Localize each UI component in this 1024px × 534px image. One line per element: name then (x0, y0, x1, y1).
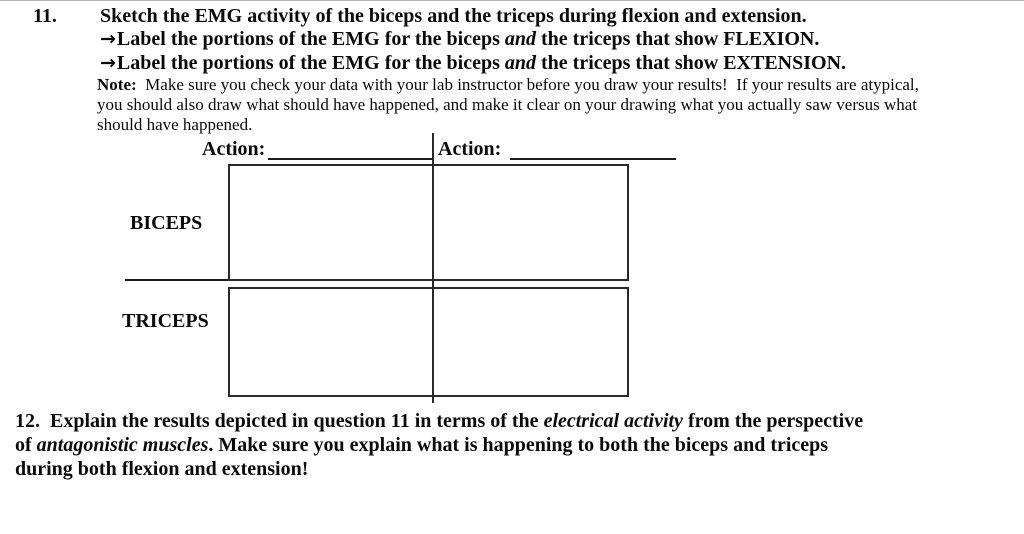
triceps-label: TRICEPS (122, 310, 209, 332)
bullet-extension-text: Label the portions of the EMG for the biceps and the triceps that show EXTENSION. (116, 52, 847, 74)
triceps-drawing-box (228, 287, 629, 397)
right-arrow-icon: → (100, 52, 116, 74)
bullet-flexion (100, 27, 819, 51)
action-label-left: Action: (202, 138, 266, 160)
action-blank-left (268, 158, 433, 160)
biceps-drawing-box (228, 164, 629, 281)
page-top-divider (0, 0, 1024, 1)
bullet-extension (100, 51, 846, 75)
question-12-paragraph (15, 409, 1015, 481)
question-12-line: during both flexion and extension! (15, 458, 309, 480)
bullet-flexion-text: Label the portions of the EMG for the biceps and the triceps that show FLEXION. (116, 28, 820, 50)
action-blank-right (510, 158, 676, 160)
note-line: Note: Make sure you check your data with your lab instructor before you draw your results! If your results are atypical, (97, 75, 919, 94)
question-12-line: 12. Explain the results depicted in question 11 in terms of the electrical activity from the perspective (15, 410, 864, 432)
note-line: you should also draw what should have happened, and make it clear on your drawing what you actually saw versus what (97, 95, 918, 114)
right-arrow-icon: → (100, 28, 116, 50)
question-11-title: Sketch the EMG activity of the biceps and the triceps during flexion and extension. (100, 5, 807, 27)
note-paragraph (97, 75, 1017, 135)
note-line: should have happened. (97, 115, 253, 134)
question-11-number: 11. (33, 5, 57, 27)
row-divider-extension-line (125, 279, 228, 281)
biceps-label: BICEPS (130, 212, 203, 234)
question-12-line: of antagonistic muscles. Make sure you explain what is happening to both the biceps and triceps (15, 434, 829, 456)
action-label-right: Action: (438, 138, 502, 160)
